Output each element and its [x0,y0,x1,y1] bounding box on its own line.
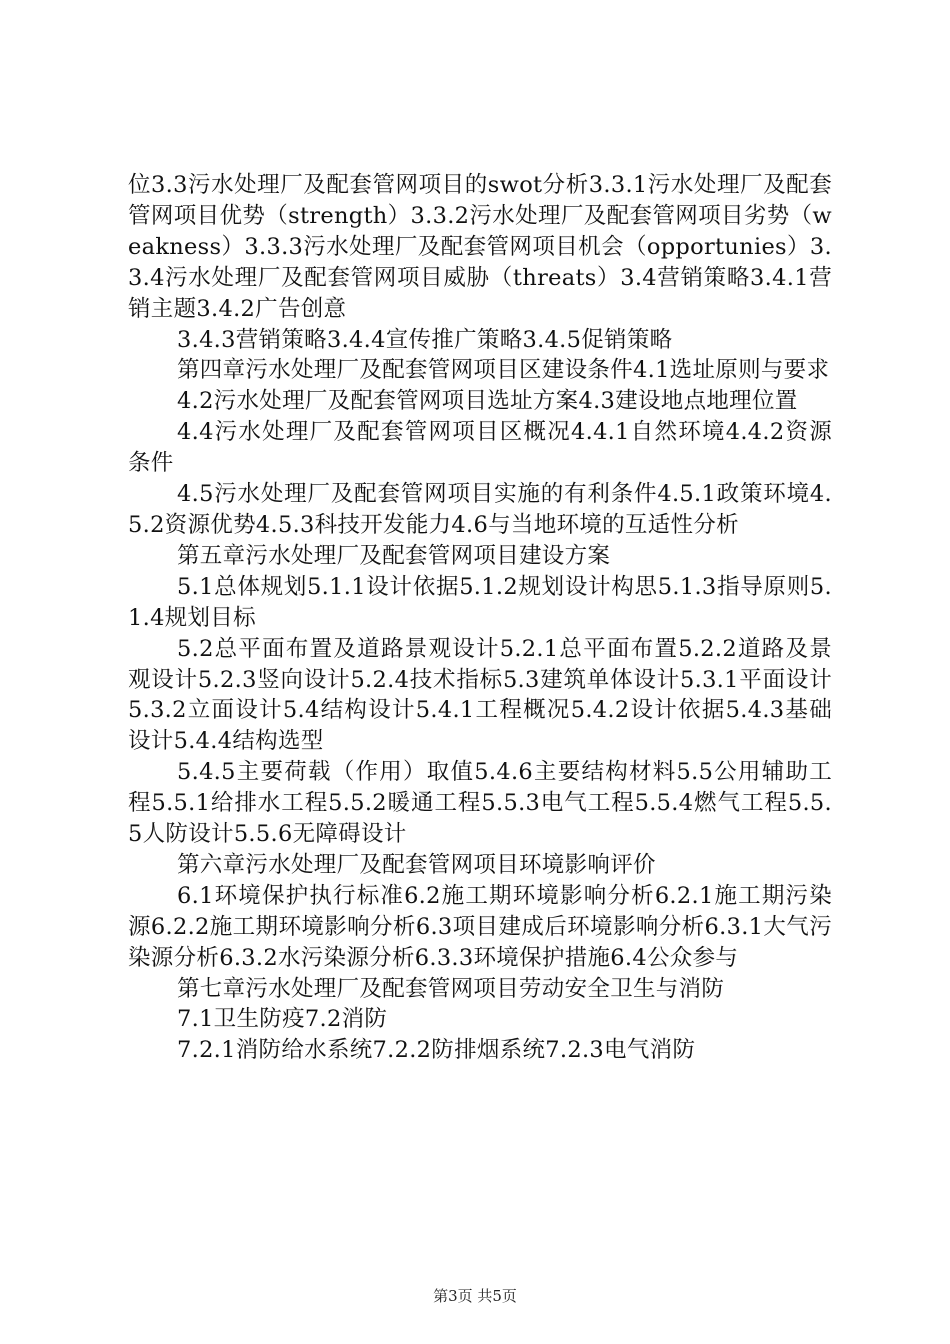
paragraph: 3.4.3营销策略3.4.4宣传推广策略3.4.5促销策略 [177,326,673,353]
paragraph: 4.5污水处理厂及配套管网项目实施的有利条件4.5.1政策环境4.5.2资源优势4.5.3科技开发能力4.6与当地环境的互适性分析 [128,481,832,538]
chapter-heading: 第七章污水处理厂及配套管网项目劳动安全卫生与消防 [177,975,725,1002]
chapter-heading: 第五章污水处理厂及配套管网项目建设方案 [177,542,611,569]
chapter-heading: 第六章污水处理厂及配套管网项目环境影响评价 [177,851,656,878]
document-body [128,170,832,1066]
paragraph: 7.2.1消防给水系统7.2.2防排烟系统7.2.3电气消防 [177,1037,696,1064]
paragraph: 4.2污水处理厂及配套管网项目选址方案4.3建设地点地理位置 [177,388,798,415]
paragraph: 5.4.5主要荷载（作用）取值5.4.6主要结构材料5.5公用辅助工程5.5.1给排水工程5.5.2暖通工程5.5.3电气工程5.5.4燃气工程5.5.5人防设计5.5.6无障碍设计 [128,759,832,848]
paragraph: 5.2总平面布置及道路景观设计5.2.1总平面布置5.2.2道路及景观设计5.2.3竖向设计5.2.4技术指标5.3建筑单体设计5.3.1平面设计5.3.2立面设计5.4结构设计5.4.1工程概况5.4.2设计依据5.4.3基础设计5.4.4结构选型 [128,635,832,755]
page-number-footer: 第3页 共5页 [433,1287,517,1305]
paragraph: 5.1总体规划5.1.1设计依据5.1.2规划设计构思5.1.3指导原则5.1.4规划目标 [128,573,832,631]
paragraph-continuation: 位3.3污水处理厂及配套管网项目的swot分析3.3.1污水处理厂及配套管网项目优势（strength）3.3.2污水处理厂及配套管网项目劣势（weakness）3.3.3污水处理厂及配套管网项目机会（opportunies）3.3.4污水处理厂及配套管网项目威胁（threats）3.4营销策略3.4.1营销主题3.4.2广告创意 [128,172,832,322]
paragraph: 7.1卫生防疫7.2消防 [177,1006,388,1033]
paragraph: 6.1环境保护执行标准6.2施工期环境影响分析6.2.1施工期污染源6.2.2施工期环境影响分析6.3项目建成后环境影响分析6.3.1大气污染源分析6.3.2水污染源分析6.3.3环境保护措施6.4公众参与 [128,882,832,971]
paragraph: 4.4污水处理厂及配套管网项目区概况4.4.1自然环境4.4.2资源条件 [128,419,832,477]
chapter-heading: 第四章污水处理厂及配套管网项目区建设条件4.1选址原则与要求 [177,357,830,384]
